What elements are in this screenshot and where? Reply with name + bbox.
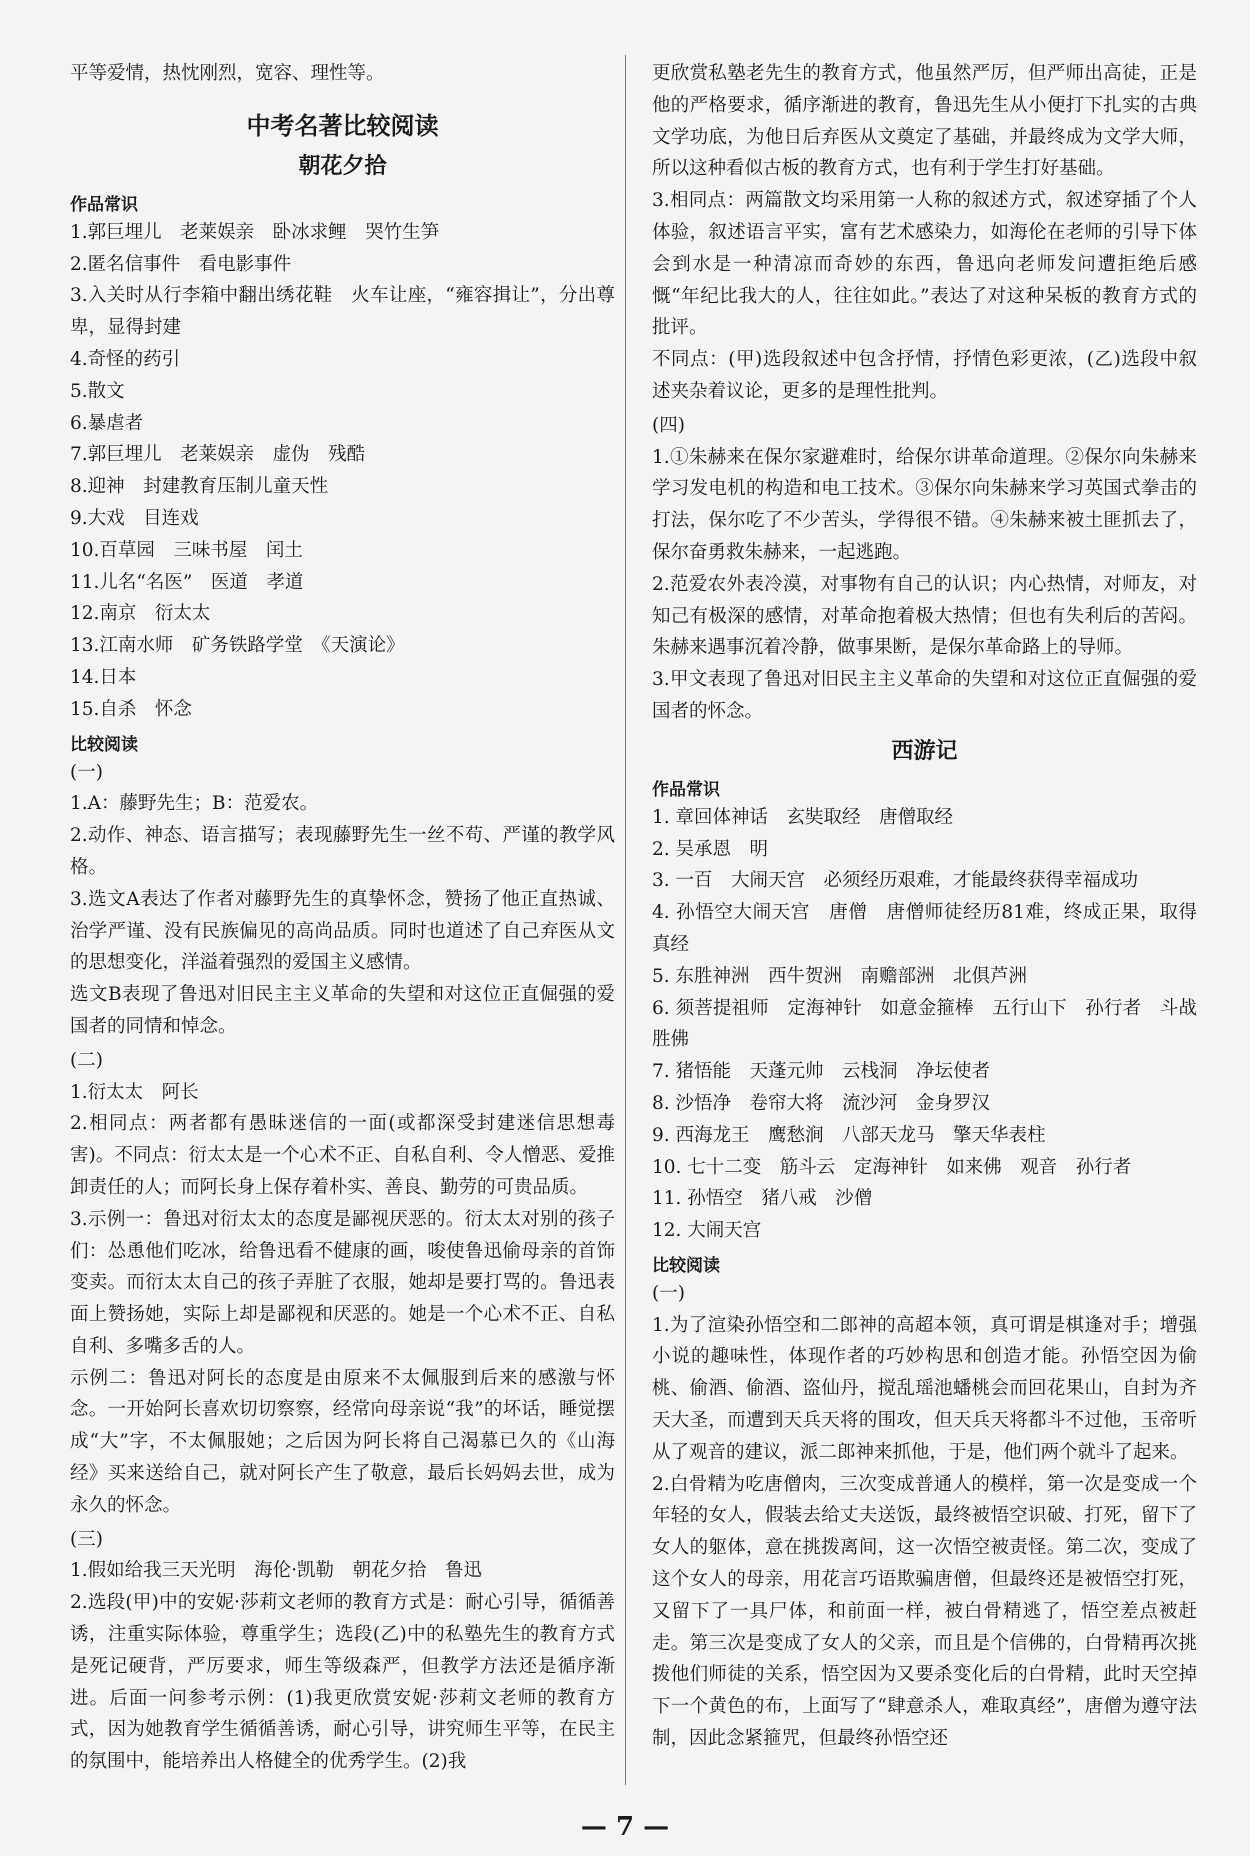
list-item: 10. 七十二变 筋斗云 定海神针 如来佛 观音 孙行者 <box>652 1156 1132 1178</box>
list-item: 12.南京 衍太太 <box>70 603 211 625</box>
list-item: 2.动作、神态、语言描写；表现藤野先生一丝不苟、严谨的教学风格。 <box>70 825 615 878</box>
list-item: 2.白骨精为吃唐僧肉，三次变成普通人的模样，第一次是变成一个年轻的女人，假装去给丈夫送饭，最终被悟空识破、打死，留下了女人的躯体，意在挑拨离间，这一次悟空被责怪。第二次，变成了这个女人的母亲，用花言巧语欺骗唐僧，但最终还是被悟空打死，又留下了一具尸体，和前面一样，被白骨精逃了，悟空差点被赶走。第三次是变成了女人的父亲，而且是个信佛的，白骨精再次挑拨他们师徒的关系，悟空因为又要杀变化后的白骨精，此时天空掉下一个黄色的布，上面写了“肆意杀人，难取真经”，唐僧为遵守法制，因此念紧箍咒，但最终孙悟空还 <box>652 1473 1197 1750</box>
lead-text: 平等爱情，热忱刚烈，宽容、理性等。 <box>70 63 385 84</box>
list-item: 9.大戏 目连戏 <box>70 507 199 529</box>
subsection-3: (三) <box>70 1528 103 1550</box>
page-title: 中考名著比较阅读 <box>246 110 439 140</box>
list-item: 8.迎神 封建教育压制儿童天性 <box>70 476 329 498</box>
continued-text: 更欣赏私塾老先生的教育方式，他虽然严厉，但严师出高徒，正是他的严格要求，循序渐进的教育，鲁迅先生从小便打下扎实的古典文学功底，为他日后弃医从文奠定了基础，并最终成为文学大师，所以这种看似古板的教育方式，也有利于学生打好基础。 <box>652 63 1197 180</box>
list-item: 14.日本 <box>70 666 137 688</box>
list-item: 2. 吴承恩 明 <box>652 838 769 860</box>
list-item: 2.匿名信事件 看电影事件 <box>70 253 292 275</box>
list-item: 7. 猪悟能 天蓬元帅 云栈洞 净坛使者 <box>652 1061 991 1083</box>
section-heading-compare: 比较阅读 <box>652 1255 720 1276</box>
list-item: 1.衍太太 阿长 <box>70 1081 199 1103</box>
list-item: 10.百草园 三味书屋 闰土 <box>70 539 303 561</box>
list-item: 3.入关时从行李箱中翻出绣花鞋 火车让座，“雍容揖让”，分出尊卑，显得封建 <box>70 285 615 339</box>
list-item: 4. 孙悟空大闹天宫 唐僧 唐僧师徒经历81难，终成正果，取得真经 <box>652 902 1197 955</box>
list-item: 3. 一百 大闹天宫 必须经历艰难，才能最终获得幸福成功 <box>652 870 1139 892</box>
list-item: 选文B表现了鲁迅对旧民主主义革命的失望和对这位正直倔强的爱国者的同情和悼念。 <box>70 984 615 1037</box>
subsection-2: (二) <box>70 1049 103 1071</box>
list-item: 3.相同点：两篇散文均采用第一人称的叙述方式，叙述穿插了个人体验，叙述语言平实，富有艺术感染力，如海伦在老师的引导下体会到水是一种清凉而奇妙的东西，鲁迅向老师发问遭拒绝后感慨“年纪比我大的人，往往如此。”表达了对这种呆板的教育方式的批评。 <box>652 190 1197 339</box>
section-heading-known: 作品常识 <box>652 779 720 800</box>
list-item: 1.假如给我三天光明 海伦·凯勒 朝花夕拾 鲁迅 <box>70 1560 483 1582</box>
list-item: 3.甲文表现了鲁迅对旧民主主义革命的失望和对这位正直倔强的爱国者的怀念。 <box>652 669 1197 722</box>
column-divider <box>625 55 626 1785</box>
list-item: 12. 大闹天宫 <box>652 1220 762 1242</box>
page-number: — 7 — <box>580 1812 670 1842</box>
list-item: 11. 孙悟空 猪八戒 沙僧 <box>652 1188 873 1210</box>
book-title-xiyou: 西游记 <box>891 737 958 764</box>
list-item: 示例二：鲁迅对阿长的态度是由原来不太佩服到后来的感激与怀念。一开始阿长喜欢切切察察，经常向母亲说“我”的坏话，睡觉摆成“大”字，不太佩服她；之后因为阿长将自己渴慕已久的《山海经》买来送给自己，就对阿长产生了敬意，最后长妈妈去世，成为永久的怀念。 <box>70 1367 615 1516</box>
list-item: 2.相同点：两者都有愚昧迷信的一面(或都深受封建迷信思想毒害)。不同点：衍太太是一个心术不正、自私自利、令人憎恶、爱推卸责任的人；而阿长身上保存着朴实、善良、勤劳的可贵品质。 <box>70 1113 615 1198</box>
list-item: 5.散文 <box>70 380 125 402</box>
list-item: 9. 西海龙王 鹰愁涧 八部天龙马 擎天华表柱 <box>652 1124 1046 1146</box>
subsection-1: (一) <box>652 1282 685 1304</box>
list-item: 3.示例一：鲁迅对衍太太的态度是鄙视厌恶的。衍太太对别的孩子们：怂恿他们吃冰，给鲁迅看不健康的画，唆使鲁迅偷母亲的首饰变卖。而衍太太自己的孩子弄脏了衣服，她却是要打骂的。鲁迅表面上赞扬她，实际上却是鄙视和厌恶的。她是一个心术不正、自私自利、多嘴多舌的人。 <box>70 1208 615 1357</box>
list-item: 3.选文A表达了作者对藤野先生的真挚怀念，赞扬了他正直热诚、治学严谨、没有民族偏见的高尚品质。同时也道述了自己弃医从文的思想变化，洋溢着强烈的爱国主义感情。 <box>70 888 615 974</box>
right-column <box>652 58 1197 1755</box>
list-item: 1.为了渲染孙悟空和二郎神的高超本领，真可谓是棋逢对手；增强小说的趣味性，体现作者的巧妙构思和创造才能。孙悟空因为偷桃、偷酒、偷酒、盗仙丹，搅乱瑶池蟠桃会而回花果山，自封为齐天大圣，而遭到天兵天将的围攻，但天兵天将都斗不过他，玉帝听从了观音的建议，派二郎神来抓他，于是，他们两个就斗了起来。 <box>652 1314 1197 1463</box>
list-item: 不同点：(甲)选段叙述中包含抒情，抒情色彩更浓，(乙)选段中叙述夹杂着议论，更多的是理性批判。 <box>652 349 1197 402</box>
section-heading-compare: 比较阅读 <box>70 734 138 755</box>
list-item: 13.江南水师 矿务铁路学堂 《天演论》 <box>70 635 405 657</box>
list-item: 1.郭巨埋儿 老莱娱亲 卧冰求鲤 哭竹生笋 <box>70 221 440 243</box>
known-list <box>70 217 615 726</box>
list-item: 1.①朱赫来在保尔家避难时，给保尔讲革命道理。②保尔向朱赫来学习发电机的构造和电工技术。③保尔向朱赫来学习英国式拳击的打法，保尔吃了不少苦头，学得很不错。④朱赫来被土匪抓去了，保尔奋勇救朱赫来，一起逃跑。 <box>652 446 1197 563</box>
list-item: 5. 东胜神洲 西牛贺洲 南赡部洲 北俱芦洲 <box>652 965 1028 987</box>
list-item: 1.A：藤野先生；B：范爱农。 <box>70 793 319 815</box>
list-item: 7.郭巨埋儿 老莱娱亲 虚伪 残酷 <box>70 444 366 466</box>
list-item: 1. 章回体神话 玄奘取经 唐僧取经 <box>652 806 954 828</box>
book-title-zhaohua: 朝花夕拾 <box>298 152 387 179</box>
list-item: 4.奇怪的药引 <box>70 348 181 370</box>
list-item: 6.暴虐者 <box>70 412 144 434</box>
section-heading-known: 作品常识 <box>70 194 138 215</box>
list-item: 2.选段(甲)中的安妮·莎莉文老师的教育方式是：耐心引导，循循善诱，注重实际体验，尊重学生；选段(乙)中的私塾先生的教育方式是死记硬背，严厉要求，师生等级森严，但教学方法还是循序渐进。后面一问参考示例：(1)我更欣赏安妮·莎莉文老师的教育方式，因为她教育学生循循善诱，耐心引导，讲究师生平等，在民主的氛围中，能培养出人格健全的优秀学生。(2)我 <box>70 1592 615 1773</box>
list-item: 15.自杀 怀念 <box>70 698 192 720</box>
list-item: 11.儿名“名医” 医道 孝道 <box>70 571 304 593</box>
left-column <box>70 58 615 1778</box>
list-item: 6. 须菩提祖师 定海神针 如意金箍棒 五行山下 孙行者 斗战胜佛 <box>652 997 1197 1051</box>
list-item: 2.范爱农外表冷漠，对事物有自己的认识；内心热情，对师友，对知己有极深的感情，对革命抱着极大热情；但也有失利后的苦闷。朱赫来遇事沉着冷静，做事果断，是保尔革命路上的导师。 <box>652 573 1197 659</box>
subsection-1: (一) <box>70 761 103 783</box>
subsection-4: (四) <box>652 414 685 436</box>
list-item: 8. 沙悟净 卷帘大将 流沙河 金身罗汉 <box>652 1092 991 1114</box>
